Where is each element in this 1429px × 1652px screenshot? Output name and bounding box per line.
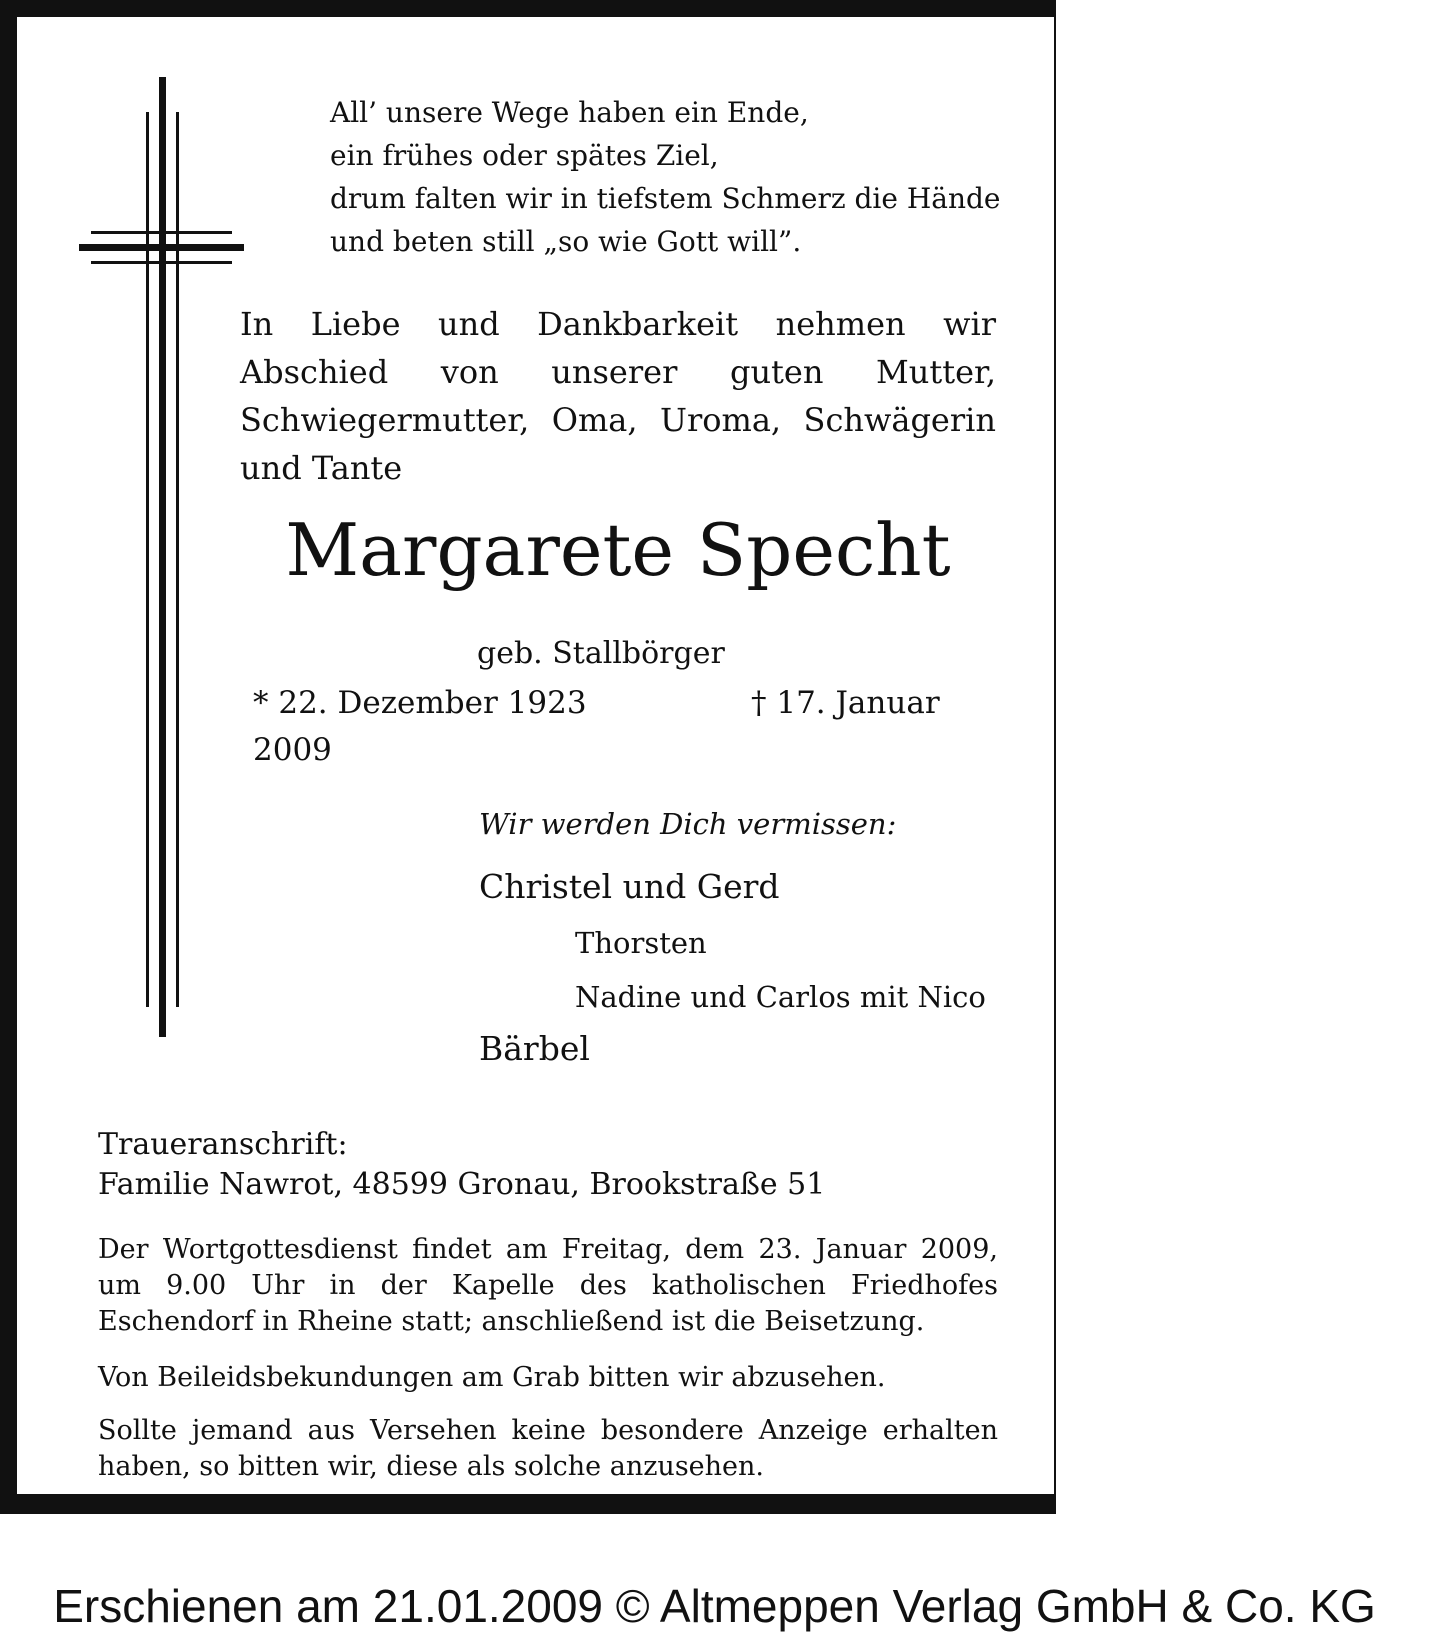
mourner: Nadine und Carlos mit Nico [575,980,986,1014]
birth-date: * 22. Dezember 1923 [253,685,587,721]
death-date: † 17. Januar [751,685,940,721]
obituary-panel [17,17,1054,1494]
condolence-note: Von Beileidsbekundungen am Grab bitten wir abzusehen. [98,1362,886,1393]
death-year: 2009 [253,732,332,768]
address-heading: Traueranschrift: [98,1127,348,1162]
service-info: Der Wortgottesdienst findet am Freitag, dem 23. Januar 2009, um 9.00 Uhr in der Kapelle des katholischen Friedhofes Eschendorf in Rheine statt; anschließend ist die Beisetzung. [98,1234,998,1337]
cross-icon [17,17,277,1077]
maiden-name: geb. Stallbörger [477,636,725,671]
mourner: Thorsten [575,926,707,960]
deceased-name: Margarete Specht [285,508,951,592]
poem-line: drum falten wir in tiefstem Schmerz die Hände [330,182,1001,215]
poem-line: und beten still „so wie Gott will”. [330,225,802,258]
poem-line: ein frühes oder spätes Ziel, [330,139,719,172]
intro-text: In Liebe und Dankbarkeit nehmen wir Abschied von unserer guten Mutter, Schwiegermutter, Oma, Uroma, Schwägerin und Tante [240,305,996,487]
notice-note: Sollte jemand aus Versehen keine besondere Anzeige erhalten haben, so bitten wir, diese als solche anzusehen. [98,1415,998,1482]
mourner: Bärbel [479,1029,590,1068]
poem-line: All’ unsere Wege haben ein Ende, [330,96,809,129]
mourning-address: Familie Nawrot, 48599 Gronau, Brookstraße 51 [98,1167,826,1202]
mourners-intro: Wir werden Dich vermissen: [479,807,897,841]
publication-footer: Erschienen am 21.01.2009 © Altmeppen Verlag GmbH & Co. KG [53,1580,1376,1632]
poem [330,91,1000,263]
mourner: Christel und Gerd [479,867,780,906]
